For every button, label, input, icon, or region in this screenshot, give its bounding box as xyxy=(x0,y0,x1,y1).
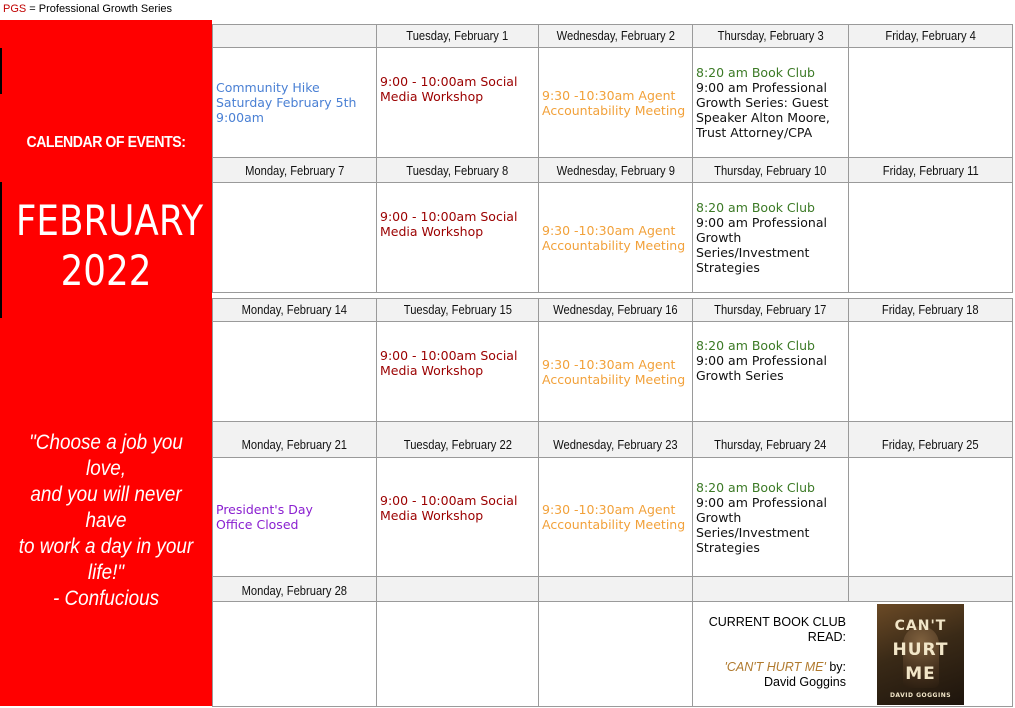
day-cell xyxy=(212,47,377,158)
day-cell xyxy=(692,47,849,158)
book-club-heading: READ: xyxy=(807,630,846,644)
event-agent-accountability: 9:30 -10:30am Agent Accountability Meeting xyxy=(542,356,686,387)
day-header xyxy=(848,576,1013,602)
day-header: Monday, February 28 xyxy=(212,576,377,602)
day-cell xyxy=(212,601,377,707)
day-cell xyxy=(376,457,539,577)
day-cell xyxy=(376,47,539,158)
day-cell xyxy=(212,182,377,293)
day-cell xyxy=(538,321,693,422)
book-cover-image xyxy=(877,604,964,705)
day-cell xyxy=(692,457,849,577)
day-cell xyxy=(538,47,693,158)
day-header: Tuesday, February 15 xyxy=(376,298,539,322)
day-cell xyxy=(538,601,693,707)
day-cell xyxy=(848,47,1013,158)
day-cell xyxy=(538,182,693,293)
book-author: David Goggins xyxy=(764,675,846,689)
event-community-hike: Community Hike Saturday February 5th 9:00am xyxy=(216,80,357,125)
day-header: Wednesday, February 16 xyxy=(538,298,693,322)
day-cell xyxy=(538,457,693,577)
day-header: Thursday, February 3 xyxy=(692,24,849,48)
day-header xyxy=(376,576,539,602)
day-cell xyxy=(212,321,377,422)
event-agent-accountability: 9:30 -10:30am Agent Accountability Meeting xyxy=(542,502,686,532)
event-thursday: 8:20 am Book Club 9:00 am Professional Growth Series xyxy=(696,338,845,383)
event-book-club: 8:20 am Book Club xyxy=(696,65,815,80)
day-header: Friday, February 4 xyxy=(848,24,1013,48)
legend xyxy=(3,3,172,15)
day-header: Tuesday, February 22 xyxy=(376,421,539,458)
event-book-club: 8:20 am Book Club xyxy=(696,200,815,215)
day-cell xyxy=(376,601,539,707)
sidebar-edge-mark xyxy=(0,48,2,94)
day-header: Friday, February 25 xyxy=(848,421,1013,458)
day-header xyxy=(212,24,377,48)
day-header: Wednesday, February 9 xyxy=(538,157,693,183)
day-cell xyxy=(692,321,849,422)
year: 2022 xyxy=(60,246,152,295)
legend-text: = Professional Growth Series xyxy=(26,3,173,15)
event-social-media-workshop: 9:00 - 10:00am Social Media Workshop xyxy=(380,209,518,239)
day-header: Tuesday, February 8 xyxy=(376,157,539,183)
day-header: Thursday, February 24 xyxy=(692,421,849,458)
day-cell xyxy=(848,321,1013,422)
day-cell xyxy=(212,457,377,577)
cover-title-line: ME xyxy=(905,664,936,684)
quote-line: and you will never have xyxy=(30,483,182,532)
day-header xyxy=(692,576,849,602)
book-club-info xyxy=(700,615,846,690)
event-presidents-day: President's Day Office Closed xyxy=(216,502,313,532)
legend-abbr: PGS xyxy=(3,3,27,15)
event-thursday: 8:20 am Book Club 9:00 am Professional Growth Series/Investment Strategies xyxy=(696,480,845,555)
day-cell xyxy=(376,182,539,293)
event-thursday: 8:20 am Book Club 9:00 am Professional Growth Series: Guest Speaker Alton Moore, Trust Attorney/CPA xyxy=(696,65,845,140)
book-by: by: xyxy=(825,660,846,674)
month-name: FEBRUARY xyxy=(15,196,204,245)
event-social-media-workshop: 9:00 - 10:00am Social Media Workshop xyxy=(380,348,518,378)
event-social-media-workshop: 9:00 - 10:00am Social Media Workshop xyxy=(380,493,518,523)
quote-author: - Confucious xyxy=(52,587,160,610)
month-heading xyxy=(15,196,204,296)
day-header: Monday, February 7 xyxy=(212,157,377,183)
day-header: Monday, February 14 xyxy=(212,298,377,322)
day-header: Monday, February 21 xyxy=(212,421,377,458)
day-header: Friday, February 18 xyxy=(848,298,1013,322)
event-agent-accountability: 9:30 -10:30am Agent Accountability Meeting xyxy=(542,222,686,253)
cover-author: DAVID GOGGINS xyxy=(889,692,952,699)
day-header: Thursday, February 10 xyxy=(692,157,849,183)
day-cell xyxy=(376,321,539,422)
quote xyxy=(16,430,196,612)
day-cell xyxy=(848,457,1013,577)
cover-title-line: CAN'T xyxy=(894,618,947,634)
day-header xyxy=(538,576,693,602)
event-thursday: 8:20 am Book Club 9:00 am Professional Growth Series/Investment Strategies xyxy=(696,200,845,275)
event-book-club: 8:20 am Book Club xyxy=(696,338,815,353)
event-agent-accountability: 9:30 -10:30am Agent Accountability Meeting xyxy=(542,87,686,118)
book-club-heading: CURRENT BOOK CLUB xyxy=(708,615,846,629)
day-header: Tuesday, February 1 xyxy=(376,24,539,48)
day-cell xyxy=(692,182,849,293)
quote-line: life!" xyxy=(87,561,125,584)
day-header: Friday, February 11 xyxy=(848,157,1013,183)
day-header: Thursday, February 17 xyxy=(692,298,849,322)
event-book-club: 8:20 am Book Club xyxy=(696,479,815,495)
sidebar-edge-mark xyxy=(0,182,2,318)
book-title: 'CAN'T HURT ME' xyxy=(724,660,826,674)
calendar-title: CALENDAR OF EVENTS: xyxy=(26,134,186,151)
day-header: Wednesday, February 23 xyxy=(538,421,693,458)
quote-line: to work a day in your xyxy=(18,535,194,558)
event-social-media-workshop: 9:00 - 10:00am Social Media Workshop xyxy=(380,74,518,104)
day-cell xyxy=(848,182,1013,293)
cover-title-line: HURT xyxy=(892,640,949,660)
quote-line: "Choose a job you love, xyxy=(29,431,183,480)
sidebar xyxy=(0,20,212,706)
day-header: Wednesday, February 2 xyxy=(538,24,693,48)
